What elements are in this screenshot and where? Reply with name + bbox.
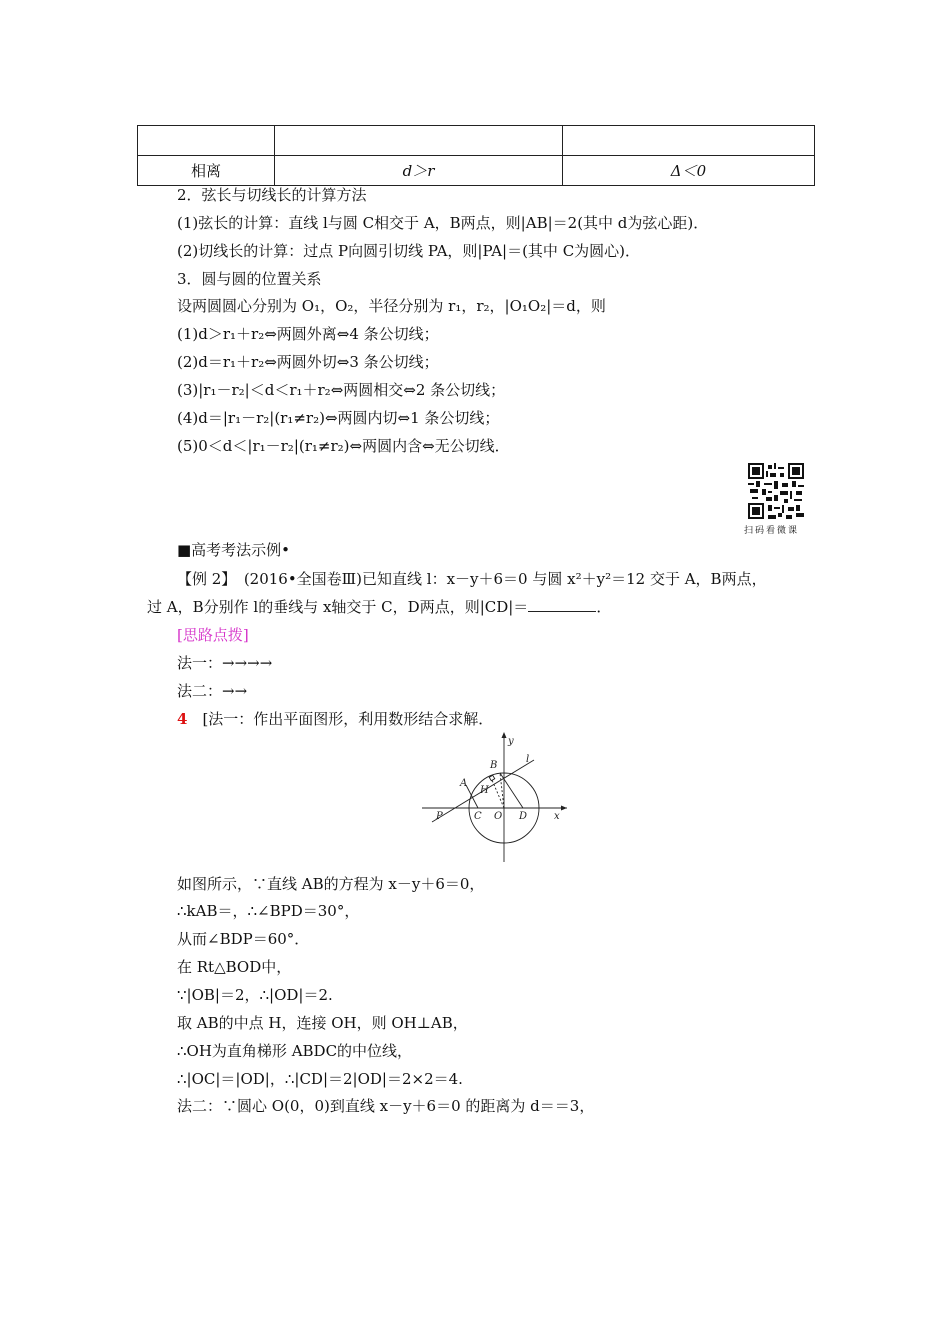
table-row (138, 126, 815, 156)
answer-number: 4 (177, 710, 188, 728)
section-title: 3．圆与圆的位置关系 (177, 270, 322, 288)
solution-line: 从而∠BDP＝60°． (177, 930, 310, 948)
solution-line: ∴|OC|＝|OD|，∴|CD|＝2|OD|＝2×2＝4. (177, 1070, 463, 1088)
text-line: (5)0＜d＜|r₁－r₂|(r₁≠r₂)⇔两圆内含⇔无公切线． (177, 437, 510, 455)
text-line: (3)|r₁－r₂|＜d＜r₁＋r₂⇔两圆相交⇔2 条公切线； (177, 381, 506, 399)
solution-line: ∴kAB＝，∴∠BPD＝30°， (177, 902, 360, 920)
solution-line: ∵|OB|＝2，∴|OD|＝2. (177, 986, 333, 1004)
table-cell (138, 126, 275, 156)
example-line (147, 597, 611, 617)
label-b: B (490, 760, 498, 771)
table-cell: Δ＜0 (563, 156, 815, 186)
solution-line: 在 Rt△BOD中， (177, 958, 292, 976)
answer-blank (528, 597, 596, 612)
method-line: 法一：→→→→ (177, 654, 273, 672)
label-y: y (508, 736, 514, 747)
solution-line: ∴OH为直角梯形 ABDC的中位线， (177, 1042, 413, 1060)
example-line (177, 569, 767, 589)
answer-text: [法一：作出平面图形，利用数形结合求解． (187, 710, 494, 728)
geometry-figure (422, 730, 572, 865)
qr-code-icon[interactable] (748, 463, 804, 519)
example-text: (2016•全国卷Ⅲ)已知直线 l：x－y＋6＝0 与圆 x²＋y²＝12 交于 A，B两点， (228, 570, 767, 588)
label-h: H (480, 785, 489, 796)
table-cell: 相离 (138, 156, 275, 186)
table-cell: d＞r (275, 156, 563, 186)
comparison-table (137, 125, 815, 186)
section-title: 2．弦长与切线长的计算方法 (177, 186, 367, 204)
text-line: (2)切线长的计算：过点 P向圆引切线 PA，则|PA|＝(其中 C为圆心)． (177, 242, 641, 260)
text-line: (1)d＞r₁＋r₂⇔两圆外离⇔4 条公切线； (177, 325, 439, 343)
exam-section-header: ■高考考法示例• (177, 541, 291, 559)
text-line: 设两圆圆心分别为 O₁，O₂，半径分别为 r₁，r₂，|O₁O₂|＝d，则 (177, 297, 606, 315)
answer-line (177, 709, 493, 729)
solution-line: 法二：∵圆心 O(0，0)到直线 x－y＋6＝0 的距离为 d＝＝3， (177, 1097, 595, 1115)
segment-oh (492, 780, 504, 808)
label-d: D (519, 811, 528, 822)
text-line: (1)弦长的计算：直线 l与圆 C相交于 A，B两点，则|AB|＝2(其中 d为弦心距)． (177, 214, 709, 232)
label-o: O (494, 811, 503, 822)
perpendicular-ac (466, 785, 478, 808)
table-row (138, 156, 815, 186)
method-line: 法二：→→ (177, 682, 248, 700)
text-line: (2)d＝r₁＋r₂⇔两圆外切⇔3 条公切线； (177, 353, 439, 371)
example-text: 过 A，B分别作 l的垂线与 x轴交于 C，D两点，则|CD|＝ (147, 598, 529, 616)
label-p: P (436, 811, 443, 822)
solution-line: 如图所示，∵直线 AB的方程为 x－y＋6＝0， (177, 875, 485, 893)
label-a: A (460, 778, 468, 789)
label-l: l (526, 754, 530, 765)
x-arrow-icon (561, 806, 567, 811)
text-line: (4)d＝|r₁－r₂|(r₁≠r₂)⇔两圆内切⇔1 条公切线； (177, 409, 500, 427)
table-cell (563, 126, 815, 156)
label-c: C (474, 811, 482, 822)
hint-label: [思路点拨] (177, 626, 249, 644)
solution-line: 取 AB的中点 H，连接 OH，则 OH⊥AB， (177, 1014, 468, 1032)
qr-caption: 扫码看微课 (744, 526, 800, 536)
table-cell (275, 126, 563, 156)
example-text: ． (596, 598, 612, 616)
label-x: x (554, 811, 560, 822)
example-tag: 【例 2】 (177, 570, 229, 588)
y-arrow-icon (502, 732, 507, 738)
